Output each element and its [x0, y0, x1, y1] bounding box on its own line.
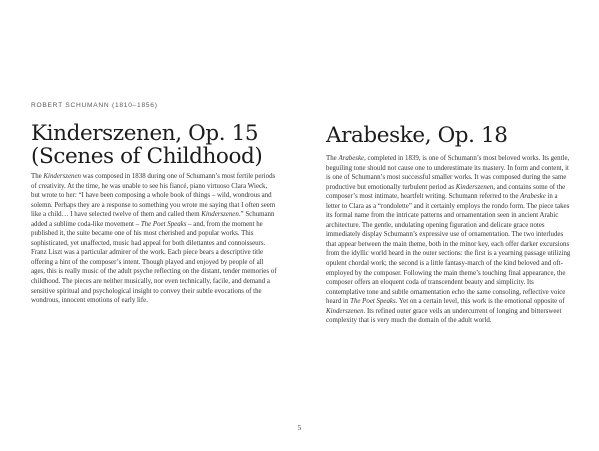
italic-title: Arabeske [338, 155, 365, 162]
italic-title: Arabeske [520, 193, 546, 201]
italic-title: The Poet Speaks [350, 298, 396, 306]
composer-heading: ROBERT SCHUMANN (1810–1856) [31, 102, 158, 109]
kinderszenen-title-line1: Kinderszenen, Op. 15 [31, 121, 259, 146]
kinderszenen-title-line2: (Scenes of Childhood) [31, 144, 263, 169]
arabeske-body: The Arabeske, completed in 1839, is one of Schumann’s most beloved works. Its gentle, beguiling tone should not cause one to underestimate its mastery. In form and content, it is one of Schumann’s most successful smaller works. It was composed during the same productive but emotionally turbulent period as Kinderszenen, and contains some of the composer’s most intimate, heartfelt writing. Schumann referred to the Arabeske in a letter to Clara as a “rondolette” and it certainly employs the rondo form. The piece takes its formal name from the intricate patterns and ornamentation seen in ancient Arabic architecture. The gentle, undulating opening figuration and delicate grace notes immediately display Schumann’s expressive use of ornamentation. The two interludes that appear between the main theme, both in the minor key, each offer darker excursions from the idyllic world heard in the outer sections: the first is a yearning passage utilizing opulent chordal work; the second is a little fantasy-march of the kind beloved and oft-employed by the composer. Following the main theme’s touching final appearance, the composer offers an eloquent coda of transcendent beauty and simplicity. Its contemplative tone and subtle ornamentation echo the same consoling, reflective voice heard in The Poet Speaks. Yet on a certain level, this work is the emotional opposite of Kinderszenen. Its refined outer grace veils an undercurrent of longing and bittersweet complexity that is very much the domain of the adult world. [326, 155, 571, 325]
arabeske-title: Arabeske, Op. 18 [326, 123, 508, 148]
italic-title: Kinderszenen [43, 173, 81, 180]
kinderszenen-title [31, 122, 262, 168]
italic-title: Kinderszenen [326, 307, 364, 315]
page-number: 5 [297, 423, 302, 432]
kinderszenen-body: The Kinderszenen was composed in 1838 during one of Schumann’s most fertile periods of creativity. At the time, he was unable to see his fiancé, piano virtuoso Clara Wieck, but wrote to her: “I have been composing a whole book of things – wild, wondrous and solemn. Perhaps they are a response to something you wrote me saying that I often seem like a child… I have selected twelve of them and called them Kinderszenen.” Schumann added a sublime coda-like movement – The Poet Speaks – and, from the moment he published it, the suite became one of his most cherished and popular works. This sophisticated, yet unaffected, music had appeal for both dilettantes and connoisseurs. Franz Liszt was a particular admirer of the work. Each piece bears a descriptive title offering a hint of the composer’s intent. Though played and enjoyed by people of all ages, this is really music of the adult psyche reflecting on the distant, tender memories of childhood. The pieces are neither musically, nor even technically, facile, and demand a sensitive spiritual and psychological insight to convey their subtle evocations of the wondrous, innocent emotions of early life. [31, 173, 277, 305]
italic-title: The Poet Speaks [140, 220, 187, 228]
italic-title: Kinderszenen [455, 183, 494, 191]
italic-title: Kinderszenen [201, 211, 239, 219]
